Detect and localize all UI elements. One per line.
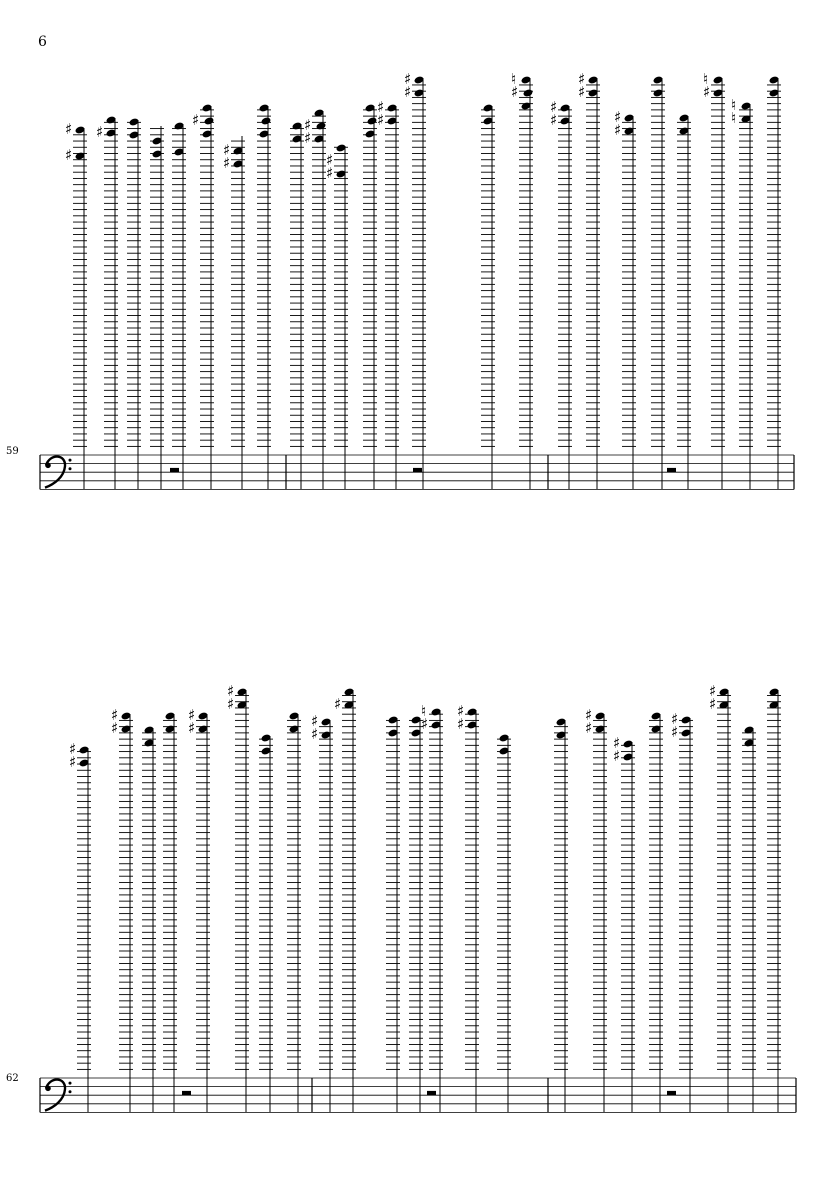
measure-number: 62 [6, 1073, 19, 1084]
chord [671, 710, 693, 1112]
natural-icon: ♮ [511, 70, 517, 88]
sharp-icon: ♯ [334, 695, 342, 713]
sharp-icon: ♯ [578, 83, 586, 101]
chord [677, 113, 691, 489]
whole-rest-icon [413, 468, 422, 472]
chord [709, 682, 731, 1112]
chord [404, 70, 426, 489]
notehead [204, 116, 215, 125]
sharp-icon: ♯ [671, 723, 679, 741]
clef-dot [69, 1090, 72, 1093]
chord [409, 715, 423, 1112]
chord [334, 687, 356, 1112]
sharp-icon: ♯ [69, 740, 77, 758]
sharp-icon: ♯ [550, 111, 558, 129]
chord [457, 702, 479, 1112]
chord [421, 702, 443, 1112]
chord [192, 103, 214, 489]
chord [703, 70, 725, 489]
chord [150, 126, 164, 489]
sharp-icon: ♯ [578, 70, 586, 88]
sharp-icon: ♯ [404, 83, 412, 101]
chord [223, 136, 245, 489]
sharp-icon: ♯ [69, 753, 77, 771]
sharp-icon: ♯ [65, 120, 73, 138]
sharp-icon: ♯ [421, 715, 429, 733]
clef-dot [69, 459, 72, 462]
chord [377, 98, 399, 489]
chord [227, 682, 249, 1112]
whole-rest-icon [182, 1091, 191, 1095]
chord [614, 108, 636, 489]
staff-system [0, 620, 835, 1140]
chord [127, 117, 141, 489]
chord [311, 712, 333, 1112]
chord [96, 115, 118, 489]
page-number: 6 [38, 34, 47, 50]
sharp-icon: ♯ [304, 129, 312, 147]
notehead [316, 121, 327, 130]
sharp-icon: ♯ [511, 83, 519, 101]
sharp-icon: ♯ [188, 719, 196, 737]
sharp-icon: ♯ [457, 702, 465, 720]
whole-rest-icon [667, 1091, 676, 1095]
sharp-icon: ♯ [65, 146, 73, 164]
chord [163, 711, 177, 1112]
notehead [367, 116, 378, 125]
whole-rest-icon [170, 468, 179, 472]
chord [649, 711, 663, 1112]
clef-dot [69, 1082, 72, 1085]
chord [111, 706, 133, 1112]
whole-rest-icon [427, 1091, 436, 1095]
clef-dot [69, 467, 72, 470]
natural-icon: ♮ [421, 702, 427, 720]
sharp-icon: ♯ [709, 695, 717, 713]
chord [69, 740, 91, 1112]
chord [731, 96, 753, 489]
chord [259, 733, 273, 1112]
chord [304, 108, 326, 489]
chord [65, 120, 87, 489]
sharp-icon: ♯ [188, 706, 196, 724]
sharp-icon: ♯ [457, 715, 465, 733]
chord [287, 711, 301, 1112]
sharp-icon: ♯ [613, 734, 621, 752]
chord [550, 98, 572, 489]
chord [651, 75, 665, 489]
chord [497, 733, 511, 1112]
staff-system [0, 0, 835, 500]
chord [742, 725, 756, 1112]
sharp-icon: ♯ [377, 111, 385, 129]
notehead [523, 88, 534, 97]
chord [326, 143, 348, 489]
sharp-icon: ♯ [227, 682, 235, 700]
clef-dot [45, 1086, 51, 1092]
sharp-icon: ♯ [96, 123, 104, 141]
sharp-icon: ♯ [223, 141, 231, 159]
chord [767, 75, 781, 489]
chord [767, 687, 781, 1112]
sharp-icon: ♯ [311, 712, 319, 730]
whole-rest-icon [667, 468, 676, 472]
sharp-icon: ♯ [223, 154, 231, 172]
sharp-icon: ♯ [404, 70, 412, 88]
sharp-icon: ♯ [614, 121, 622, 139]
chord [142, 725, 156, 1112]
sharp-icon: ♯ [703, 83, 711, 101]
chord [290, 121, 304, 489]
chord [554, 717, 568, 1112]
chord [257, 103, 271, 489]
chord [511, 70, 533, 489]
sharp-icon: ♯ [614, 108, 622, 126]
sharp-icon: ♯ [111, 719, 119, 737]
chord [481, 103, 495, 489]
notehead [261, 116, 272, 125]
sharp-icon: ♯ [585, 719, 593, 737]
chord [172, 121, 186, 489]
chord [578, 70, 600, 489]
sharp-icon: ♯ [111, 706, 119, 724]
measure-number: 59 [6, 446, 19, 457]
sharp-icon: ♯ [377, 98, 385, 116]
sharp-icon: ♯ [326, 164, 334, 182]
sharp-icon: ♯ [709, 682, 717, 700]
sharp-icon: ♯ [671, 710, 679, 728]
chord [363, 103, 377, 489]
sharp-icon: ♯ [550, 98, 558, 116]
natural-icon: ♮ [731, 96, 737, 114]
chord [613, 734, 635, 1112]
sharp-icon: ♯ [311, 725, 319, 743]
clef-dot [45, 463, 51, 469]
sharp-icon: ♯ [613, 747, 621, 765]
chord [585, 706, 607, 1112]
sharp-icon: ♯ [227, 695, 235, 713]
sharp-icon: ♯ [192, 111, 200, 129]
chord [188, 706, 210, 1112]
sharp-icon: ♯ [326, 151, 334, 169]
sharp-icon: ♯ [304, 116, 312, 134]
natural-icon: ♮ [731, 109, 737, 127]
sharp-icon: ♯ [585, 706, 593, 724]
chord [386, 715, 400, 1112]
natural-icon: ♮ [703, 70, 709, 88]
